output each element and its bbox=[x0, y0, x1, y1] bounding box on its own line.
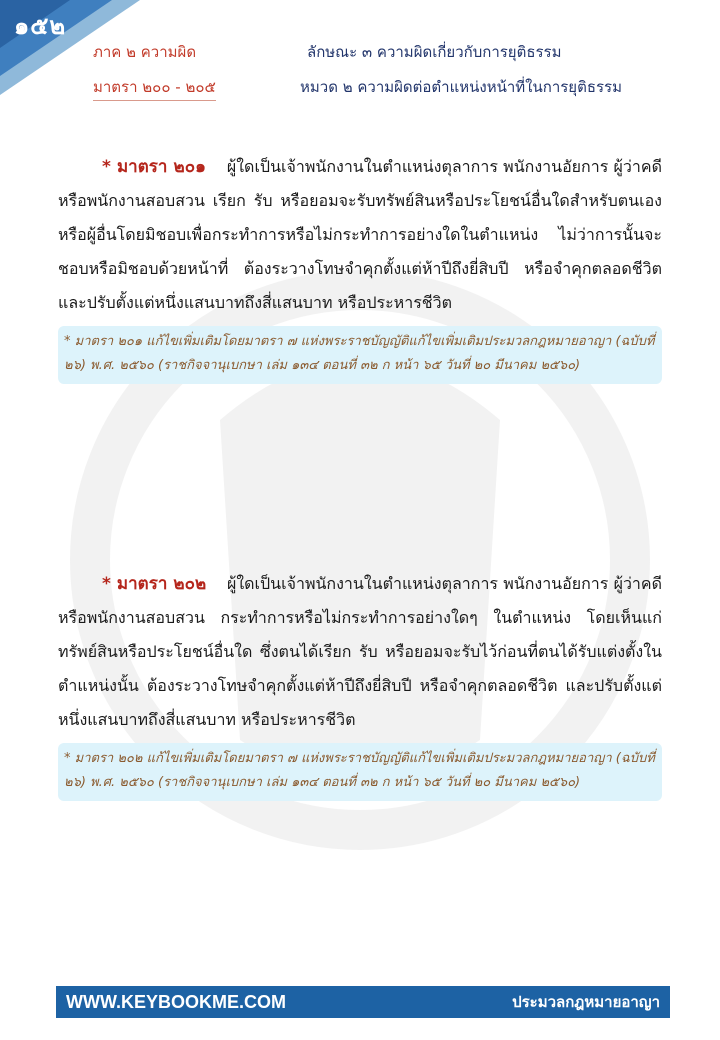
header-part: ภาค ๒ ความผิด bbox=[93, 43, 197, 61]
footer-website[interactable]: WWW.KEYBOOKME.COM bbox=[66, 991, 286, 1012]
page-number: ๑๕๒ bbox=[14, 12, 67, 40]
header-chapter: หมวด ๒ ความผิดต่อตำแหน่งหน้าที่ในการยุติธรรม bbox=[300, 78, 622, 96]
footer-bar bbox=[56, 986, 670, 1018]
amendment-note: * มาตรา ๒๐๒ แก้ไขเพิ่มเติมโดยมาตรา ๗ แห่งพระราชบัญญัติแก้ไขเพิ่มเติมประมวลกฎหมายอาญา (ฉบับที่ ๒๖) พ.ศ. ๒๕๖๐ (ราชกิจจานุเบกษา เล่ม ๑๓๔ ตอนที่ ๓๒ ก หน้า ๖๕ วันที่ ๒๐ มีนาคม ๒๕๖๐) bbox=[58, 743, 662, 801]
article-heading: * มาตรา ๒๐๒ bbox=[102, 574, 207, 594]
section-body bbox=[58, 150, 662, 320]
header-sections-range: มาตรา ๒๐๐ - ๒๐๕ bbox=[93, 75, 216, 101]
article-heading: * มาตรา ๒๐๑ bbox=[102, 157, 206, 177]
section-202 bbox=[58, 567, 662, 801]
footer-book-title: ประมวลกฎหมายอาญา bbox=[512, 993, 660, 1011]
section-body bbox=[58, 567, 662, 737]
article-text: ผู้ใดเป็นเจ้าพนักงานในตำแหน่งตุลาการ พนักงานอัยการ ผู้ว่าคดี หรือพนักงานสอบสวน เรียก รับ หรือยอมจะรับทรัพย์สินหรือประโยชน์อื่นใดสำหรับตนเองหรือผู้อื่นโดยมิชอบเพื่อกระทำการหรือไม่กระทำการอย่างใดในตำแหน่ง ไม่ว่าการนั้นจะชอบหรือมิชอบด้วยหน้าที่ ต้องระวางโทษจำคุกตั้งแต่ห้าปีถึงยี่สิบปี หรือจำคุกตลอดชีวิตและปรับตั้งแต่หนึ่งแสนบาทถึงสี่แสนบาท หรือประหารชีวิต bbox=[58, 157, 662, 312]
amendment-note: * มาตรา ๒๐๑ แก้ไขเพิ่มเติมโดยมาตรา ๗ แห่งพระราชบัญญัติแก้ไขเพิ่มเติมประมวลกฎหมายอาญา (ฉบับที่ ๒๖) พ.ศ. ๒๕๖๐ (ราชกิจจานุเบกษา เล่ม ๑๓๔ ตอนที่ ๓๒ ก หน้า ๖๕ วันที่ ๒๐ มีนาคม ๒๕๖๐) bbox=[58, 326, 662, 384]
header-title: ลักษณะ ๓ ความผิดเกี่ยวกับการยุติธรรม bbox=[307, 43, 562, 61]
article-text: ผู้ใดเป็นเจ้าพนักงานในตำแหน่งตุลาการ พนักงานอัยการ ผู้ว่าคดี หรือพนักงานสอบสวน กระทำการหรือไม่กระทำการอย่างใดๆ ในตำแหน่ง โดยเห็นแก่ทรัพย์สินหรือประโยชน์อื่นใด ซึ่งตนได้เรียก รับ หรือยอมจะรับไว้ก่อนที่ตนได้รับแต่งตั้งในตำแหน่งนั้น ต้องระวางโทษจำคุกตั้งแต่ห้าปีถึงยี่สิบปี หรือจำคุกตลอดชีวิต และปรับตั้งแต่หนึ่งแสนบาทถึงสี่แสนบาท หรือประหารชีวิต bbox=[58, 574, 662, 729]
section-201 bbox=[58, 150, 662, 384]
